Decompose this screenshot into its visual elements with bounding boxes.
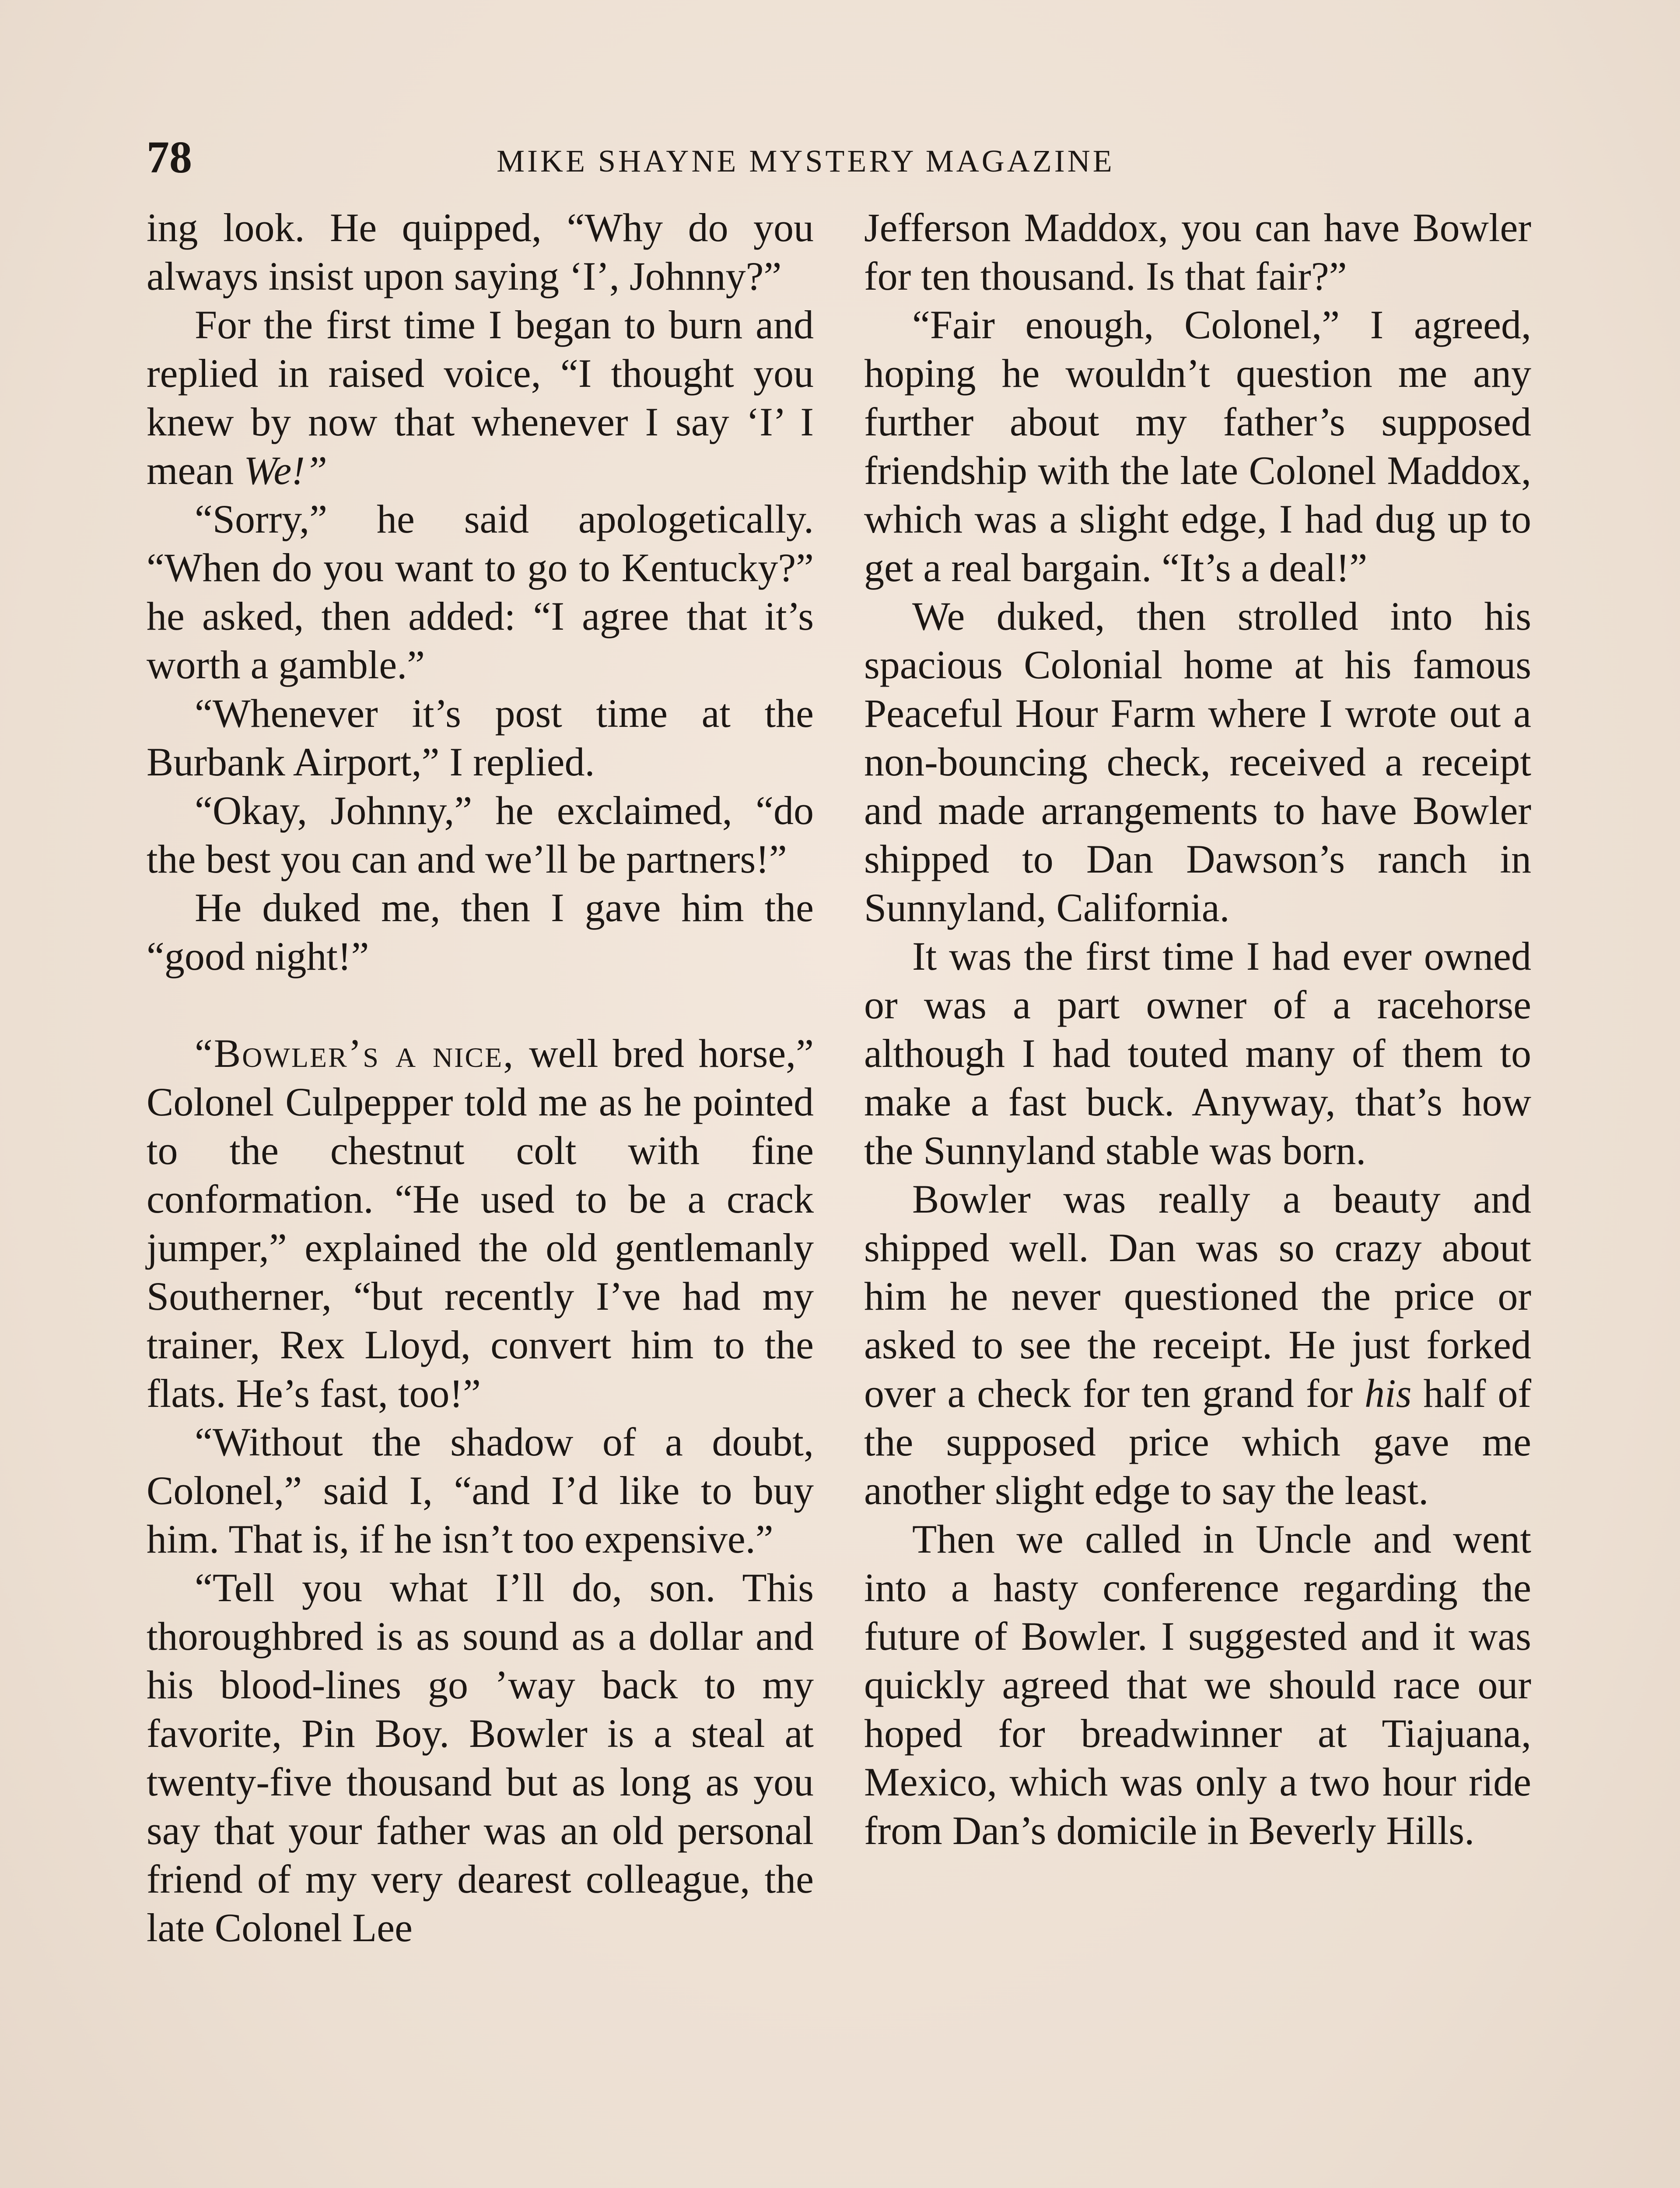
paragraph: “Whenever it’s post time at the Burbank Airport,” I replied.: [147, 691, 814, 784]
running-title: MIKE SHAYNE MYSTERY MAGAZINE: [497, 144, 1115, 179]
paragraph: We duked, then strolled into his spacious Colonial home at his famous Peaceful Hour Farm where I wrote out a non-bouncing check, received a receipt and made arrangements to have Bowler shipped to Dan Dawson’s ranch in Sunnyland, California.: [864, 594, 1531, 930]
page-number: 78: [147, 132, 192, 182]
paragraph: “Fair enough, Colonel,” I agreed, hoping he wouldn’t question me any further about my father’s supposed friendship with the late Colonel Maddox, which was a slight edge, I had dug up to get a real bargain. “It’s a deal!”: [864, 302, 1531, 590]
paragraph: Jefferson Maddox, you can have Bowler for ten thousand. Is that fair?”: [864, 205, 1531, 298]
paragraph: For the first time I began to burn and replied in raised voice, “I thought you knew by now that whenever I say ‘I’ I mean We!”: [147, 302, 814, 493]
section-opening-paragraph: “Bowler’s a nice, well bred horse,” Colonel Culpepper told me as he pointed to the chestnut colt with fine conformation. “He used to be a crack jumper,” explained the old gentlemanly Southerner, “but recently I’ve had my trainer, Rex Lloyd, convert him to the flats. He’s fast, too!”: [147, 1031, 814, 1416]
left-column: [147, 203, 814, 1952]
right-column: [864, 203, 1531, 1855]
paragraph: “Without the shadow of a doubt, Colonel,” said I, “and I’d like to buy him. That is, if he isn’t too expensive.”: [147, 1420, 814, 1561]
small-caps-lead-in: “Bowler’s a nice,: [195, 1031, 515, 1076]
paragraph: Bowler was really a beauty and shipped well. Dan was so crazy about him he never questioned the price or asked to see the receipt. He just forked over a check for ten grand for his half of the supposed price which gave me another slight edge to say the least.: [864, 1177, 1531, 1513]
page-header: [147, 131, 1538, 188]
paragraph: “Sorry,” he said apologetically. “When do you want to go to Kentucky?” he asked, then added: “I agree that it’s worth a gamble.”: [147, 497, 814, 687]
paragraph: “Okay, Johnny,” he exclaimed, “do the best you can and we’ll be partners!”: [147, 788, 814, 881]
paragraph: “Tell you what I’ll do, son. This thoroughbred is as sound as a dollar and his blood-lines go ’way back to my favorite, Pin Boy. Bowler is a steal at twenty-five thousand but as long as you say that your father was an old personal friend of my very dearest colleague, the late Colonel Lee: [147, 1565, 814, 1950]
paragraph: Then we called in Uncle and went into a hasty conference regarding the future of Bowler. I suggested and it was quickly agreed that we should race our hoped for breadwinner at Tiajuana, Mexico, which was only a two hour ride from Dan’s domicile in Beverly Hills.: [864, 1517, 1531, 1853]
paragraph: He duked me, then I gave him the “good night!”: [147, 885, 814, 978]
paragraph: ing look. He quipped, “Why do you always insist upon saying ‘I’, Johnny?”: [147, 205, 814, 298]
paragraph: It was the first time I had ever owned or was a part owner of a racehorse although I had touted many of them to make a fast buck. Anyway, that’s how the Sunnyland stable was born.: [864, 934, 1531, 1173]
